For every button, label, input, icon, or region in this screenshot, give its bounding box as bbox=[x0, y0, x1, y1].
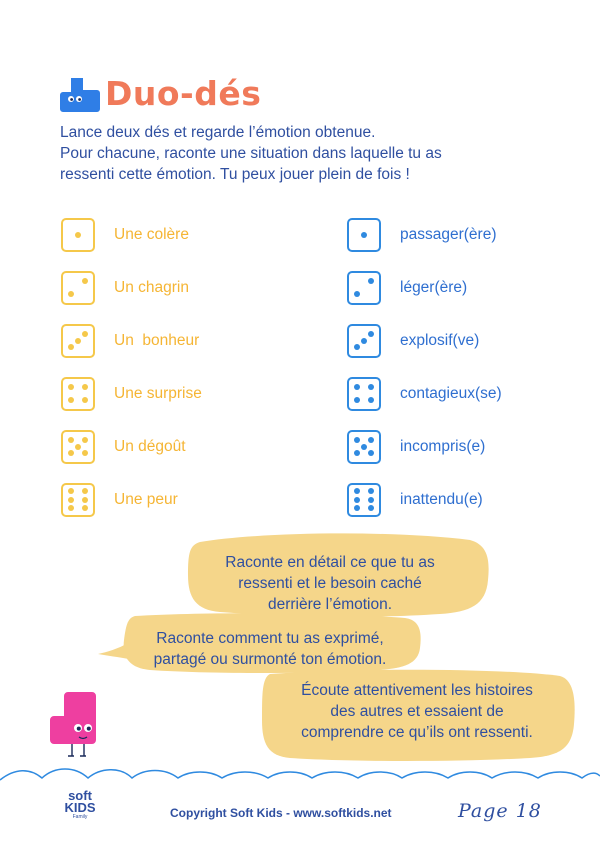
qualifier-label: contagieux(se) bbox=[400, 384, 502, 402]
page-number: Page 18 bbox=[458, 800, 542, 822]
bubble-line: comprendre ce qu’ils ont ressenti. bbox=[301, 724, 533, 741]
bubble-line: ressenti et le besoin caché bbox=[238, 575, 422, 592]
emotion-label: Un bonheur bbox=[114, 331, 200, 349]
pink-mascot-icon bbox=[50, 692, 96, 756]
logo-line: soft bbox=[68, 788, 92, 803]
bubble-line: Raconte en détail ce que tu as bbox=[225, 554, 435, 571]
bubble-line: partagé ou surmonté ton émotion. bbox=[153, 651, 387, 668]
qualifier-label: passager(ère) bbox=[400, 225, 497, 243]
qualifier-label: incompris(e) bbox=[400, 437, 486, 455]
bubble-tip-2 bbox=[120, 628, 420, 670]
emotion-label: Une surprise bbox=[114, 384, 202, 402]
emotion-label: Une peur bbox=[114, 490, 178, 508]
intro-line: Pour chacune, raconte une situation dans laquelle tu as bbox=[60, 145, 442, 162]
emotion-label: Un chagrin bbox=[114, 278, 189, 296]
bubble-line: Écoute attentivement les histoires bbox=[301, 682, 533, 699]
qualifier-label: léger(ère) bbox=[400, 278, 468, 296]
bubble-line: derrière l’émotion. bbox=[267, 596, 393, 613]
copyright-text: Copyright Soft Kids - www.softkids.net bbox=[170, 806, 392, 820]
qualifier-label: explosif(ve) bbox=[400, 331, 480, 349]
intro-line: ressenti cette émotion. Tu peux jouer plein de fois ! bbox=[60, 166, 410, 183]
cloud-line bbox=[0, 769, 600, 780]
bubble-line: Raconte comment tu as exprimé, bbox=[156, 630, 384, 647]
bubble-line: des autres et essaient de bbox=[330, 703, 504, 720]
softkids-logo bbox=[62, 790, 98, 820]
page-title: Duo-dés bbox=[105, 74, 262, 113]
qualifier-label: inattendu(e) bbox=[400, 490, 483, 508]
emotion-label: Une colère bbox=[114, 225, 189, 243]
logo-line: Family bbox=[72, 814, 88, 820]
logo-line: KIDS bbox=[64, 800, 96, 815]
bubble-tip-3 bbox=[262, 680, 572, 743]
emotion-label: Un dégoût bbox=[114, 437, 186, 455]
bubble-tip-1 bbox=[195, 552, 465, 615]
intro-line: Lance deux dés et regarde l’émotion obtenue. bbox=[60, 124, 376, 141]
